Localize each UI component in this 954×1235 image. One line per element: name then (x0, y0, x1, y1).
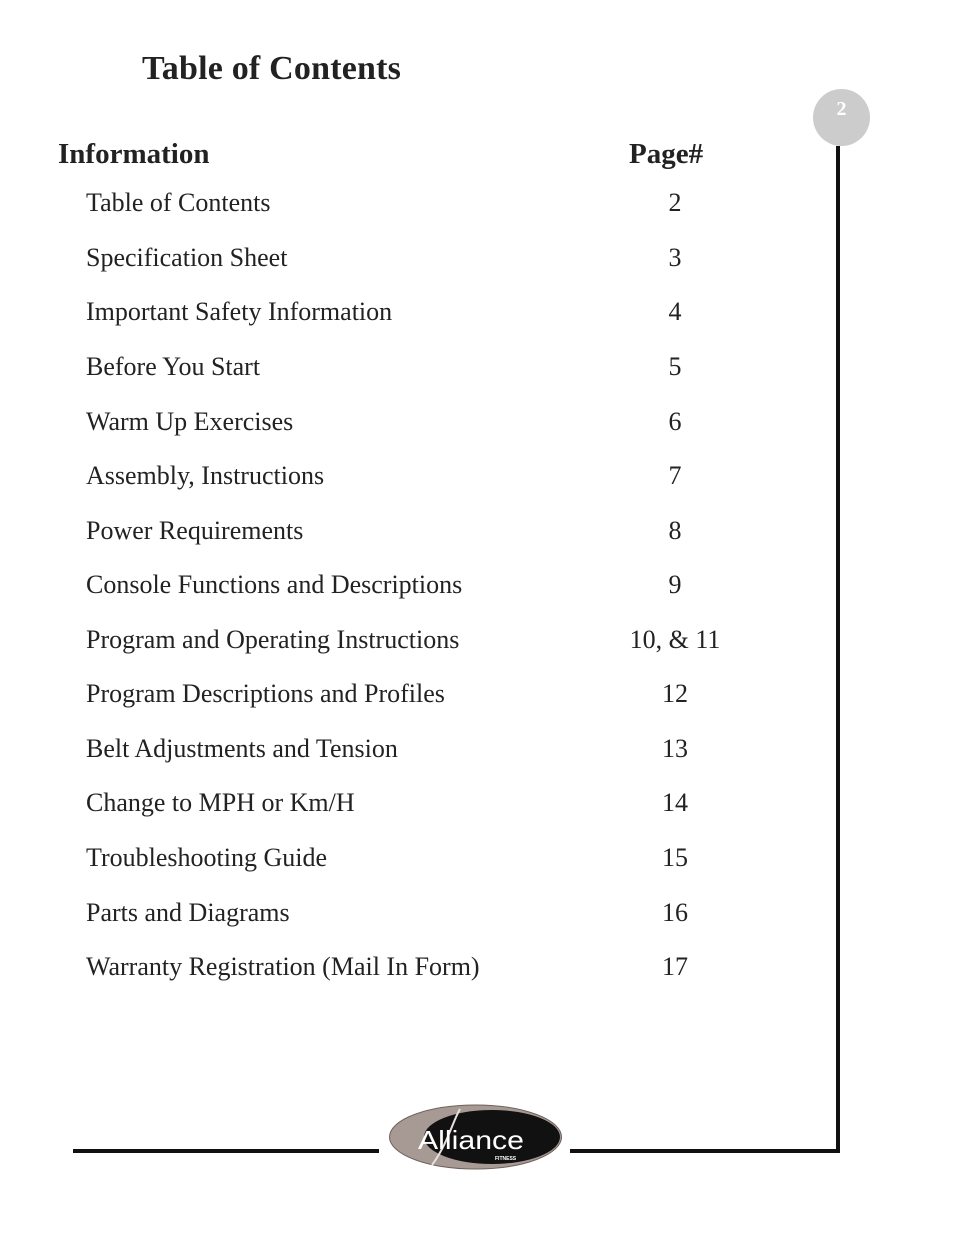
toc-entry (0, 407, 954, 447)
toc-entry (0, 461, 954, 501)
toc-entry (0, 625, 954, 665)
toc-entry-title: Console Functions and Descriptions (86, 570, 463, 599)
toc-entry-title: Change to MPH or Km/H (86, 788, 355, 817)
toc-entry-page: 7 (668, 461, 682, 490)
toc-entry (0, 188, 954, 228)
toc-entry-title: Warm Up Exercises (86, 407, 294, 436)
column-header-information: Information (58, 138, 210, 170)
toc-entry-page: 12 (662, 679, 688, 708)
toc-entry-page: 17 (662, 952, 688, 981)
toc-entry-page: 8 (668, 516, 682, 545)
toc-entry-title: Belt Adjustments and Tension (86, 734, 398, 763)
toc-entry (0, 352, 954, 392)
toc-entry-title: Parts and Diagrams (86, 898, 290, 927)
logo-brand-text: Alliance (418, 1125, 524, 1155)
toc-entry-page: 10, & 11 (629, 625, 721, 654)
toc-entry (0, 516, 954, 556)
toc-entry-page: 13 (662, 734, 688, 763)
toc-entry-page: 4 (668, 297, 682, 326)
toc-entry (0, 788, 954, 828)
toc-entry (0, 843, 954, 883)
toc-entry-title: Troubleshooting Guide (86, 843, 327, 872)
toc-entry (0, 734, 954, 774)
toc-entry-page: 2 (668, 188, 682, 217)
page-number-badge: 2 (813, 89, 870, 146)
toc-entry-title: Specification Sheet (86, 243, 288, 272)
logo-sub-text: FITNESS (495, 1156, 517, 1162)
toc-entry-title: Assembly, Instructions (86, 461, 325, 490)
toc-entry-title: Warranty Registration (Mail In Form) (86, 952, 480, 981)
toc-entry-page: 14 (662, 788, 688, 817)
column-header-page: Page# (629, 138, 704, 170)
toc-entry (0, 679, 954, 719)
toc-entry-title: Before You Start (86, 352, 261, 381)
toc-entry (0, 952, 954, 992)
bottom-border-rule-right (570, 1149, 840, 1153)
toc-entry-page: 16 (662, 898, 688, 927)
toc-entry-title: Important Safety Information (86, 297, 393, 326)
toc-entry-page: 9 (668, 570, 682, 599)
page-title: Table of Contents (142, 50, 402, 87)
toc-entry-title: Program and Operating Instructions (86, 625, 460, 654)
toc-entry (0, 243, 954, 283)
toc-entry-title: Program Descriptions and Profiles (86, 679, 445, 708)
toc-entry (0, 297, 954, 337)
toc-entry-page: 6 (668, 407, 682, 436)
toc-entry (0, 898, 954, 938)
toc-entry (0, 570, 954, 610)
bottom-border-rule-left (73, 1149, 379, 1153)
toc-entry-page: 15 (662, 843, 688, 872)
toc-entry-title: Power Requirements (86, 516, 304, 545)
alliance-fitness-logo (388, 1103, 563, 1171)
toc-entry-title: Table of Contents (86, 188, 271, 217)
toc-entry-page: 5 (668, 352, 682, 381)
toc-entry-page: 3 (668, 243, 682, 272)
